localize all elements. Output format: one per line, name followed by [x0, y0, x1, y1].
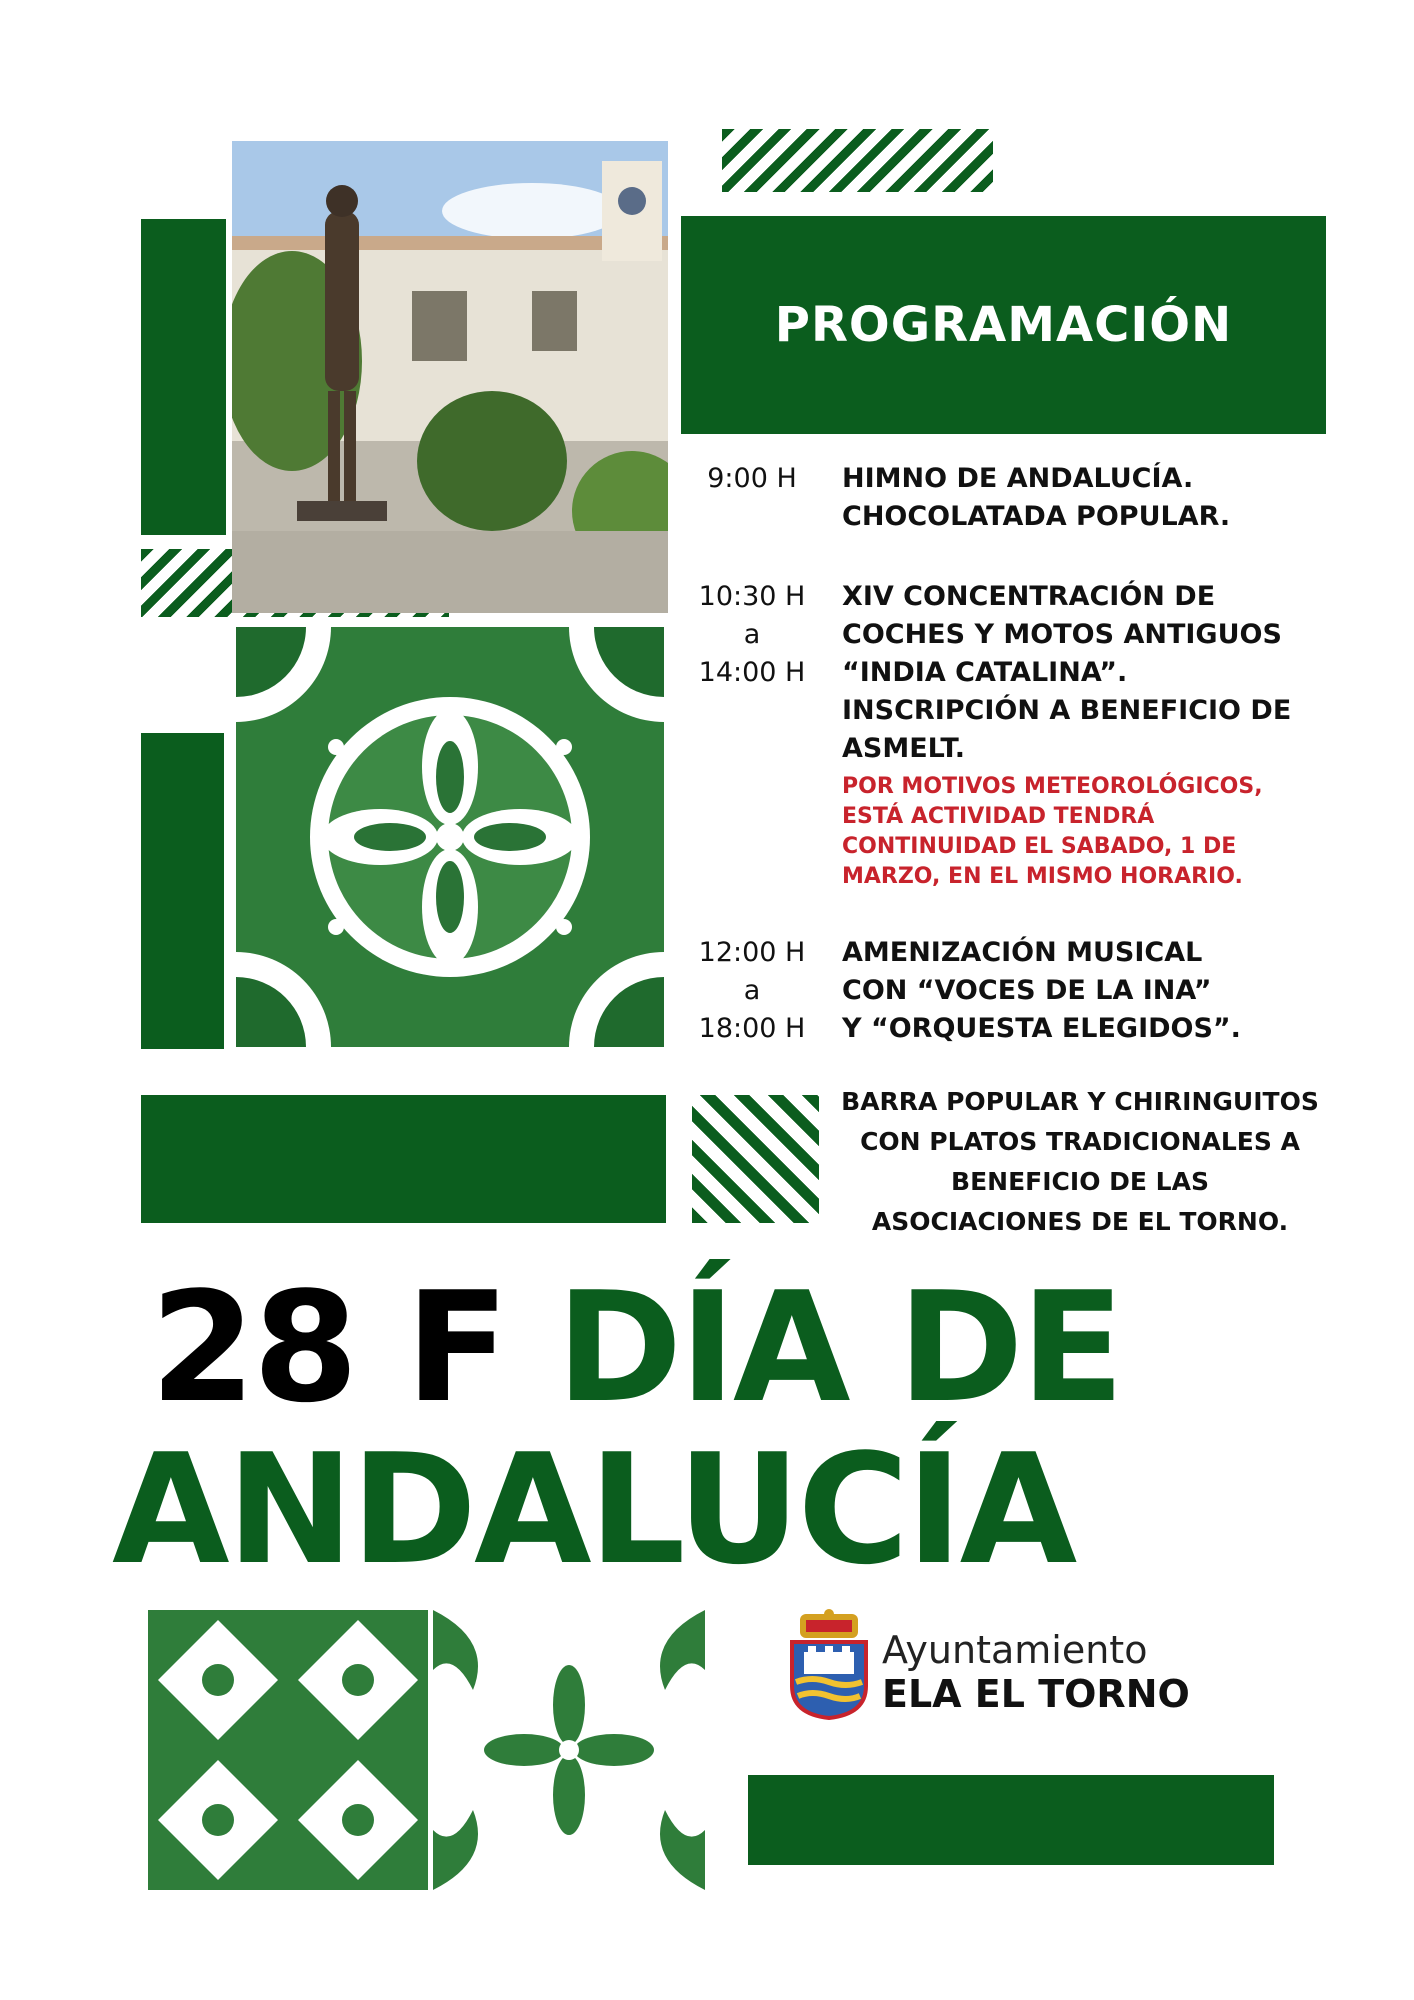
logo-line-1: Ayuntamiento	[882, 1628, 1148, 1672]
note-line: ESTÁ ACTIVIDAD TENDRÁ	[842, 804, 1155, 829]
green-bar-horizontal	[141, 1095, 666, 1223]
plaza-statue-photo	[232, 141, 668, 613]
desc-line: “INDIA CATALINA”.	[842, 657, 1128, 688]
desc-line: CON “VOCES DE LA INA”	[842, 975, 1212, 1006]
time-line: a	[743, 975, 761, 1006]
green-bar-bottom	[748, 1775, 1274, 1865]
programacion-header	[681, 216, 1326, 434]
desc-line: Y “ORQUESTA ELEGIDOS”.	[842, 1013, 1241, 1044]
desc-line: INSCRIPCIÓN A BENEFICIO DE	[842, 695, 1292, 726]
note-line: CONTINUIDAD EL SABADO, 1 DE	[842, 834, 1237, 859]
side-note	[830, 1082, 1330, 1242]
side-note-line: BARRA POPULAR Y CHIRINGUITOS	[841, 1087, 1319, 1116]
schedule-time-3	[682, 934, 822, 1048]
note-line: POR MOTIVOS METEOROLÓGICOS,	[842, 774, 1263, 799]
desc-line: COCHES Y MOTOS ANTIGUOS	[842, 619, 1282, 650]
main-title-line-2	[112, 1421, 1075, 1598]
side-note-line: ASOCIACIONES DE EL TORNO.	[871, 1207, 1289, 1236]
title-andalucia: ANDALUCÍA	[112, 1421, 1075, 1598]
time-line: 14:00 H	[698, 657, 806, 688]
schedule-time-2	[682, 578, 822, 692]
note-line: MARZO, EN EL MISMO HORARIO.	[842, 864, 1243, 889]
logo-line-2: ELA EL TORNO	[882, 1672, 1190, 1716]
desc-line: ASMELT.	[842, 733, 965, 764]
schedule-time-1	[682, 460, 822, 498]
time-line: 9:00 H	[707, 463, 797, 494]
desc-line: HIMNO DE ANDALUCÍA.	[842, 463, 1194, 494]
azulejo-tile-bottom-left	[148, 1610, 428, 1890]
schedule-desc-1	[842, 460, 1230, 536]
ayuntamiento-logo-text	[882, 1628, 1190, 1716]
time-line: 18:00 H	[698, 1013, 806, 1044]
title-dia-de: DÍA DE	[556, 1259, 1122, 1436]
stripe-block-top	[722, 129, 993, 192]
azulejo-tile-bottom-right	[433, 1610, 705, 1890]
green-bar-left-top	[141, 219, 226, 535]
desc-line: XIV CONCENTRACIÓN DE	[842, 581, 1216, 612]
side-note-line: CON PLATOS TRADICIONALES A	[860, 1127, 1300, 1156]
azulejo-tile-large	[236, 627, 664, 1047]
coat-of-arms-icon	[786, 1608, 872, 1720]
side-note-line: BENEFICIO DE LAS	[951, 1167, 1209, 1196]
green-bar-left-mid	[141, 733, 224, 1049]
time-line: a	[743, 619, 761, 650]
weather-note	[842, 772, 1291, 892]
main-title-line-1	[150, 1259, 1122, 1436]
title-date: 28 F	[150, 1259, 507, 1436]
stripe-block-mid	[692, 1095, 819, 1223]
programacion-title: PROGRAMACIÓN	[774, 297, 1233, 353]
time-line: 12:00 H	[698, 937, 806, 968]
desc-line: CHOCOLATADA POPULAR.	[842, 501, 1231, 532]
schedule-desc-3	[842, 934, 1241, 1048]
desc-line: AMENIZACIÓN MUSICAL	[842, 937, 1203, 968]
time-line: 10:30 H	[698, 581, 806, 612]
schedule-desc-2	[842, 578, 1291, 892]
